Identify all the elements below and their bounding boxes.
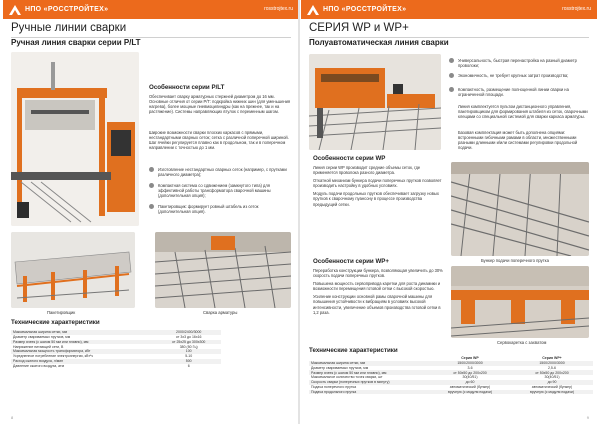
logo-icon [307,5,319,15]
bullet-dot-icon [149,183,154,188]
spec-value: вручную (с модуля подачи) [429,390,511,395]
page-title: СЕРИЯ WP и WP+ [309,22,409,34]
spec-row [309,390,593,395]
spec-label: Подача поперечного прутка [311,385,357,390]
spec-header-cell: Серия WP+ [542,356,562,361]
spec-row [309,385,593,390]
spec-value: до 60 [429,380,511,385]
spec-value: 1500/2000/3000 [429,361,511,366]
wp-line-illustration [309,54,441,150]
features-title: Особенности серии Р/LT [149,84,225,91]
brand-name: НПО «РОССТРОЙТЕХ» [25,6,109,13]
spec-value: до 90 [511,380,593,385]
spec-row [11,364,221,369]
spec-label: Диаметр свариваемых прутков, мм [13,335,71,340]
specs-title: Технические характеристики [11,319,100,326]
wpp-features-title: Особенности серии WP+ [313,258,390,265]
page-number: 9 [586,415,589,420]
spec-value: от 50х50 до 200х200 [511,370,593,375]
options-para: Базовая комплектация может быть дополнена опциями: встроенными гибочными рамами в области, множественными разными длинными и/или системами регулировки продольной подачи. [458,130,578,151]
features-intro: Обеспечивает сварку арматурных стержней диаметром до 16 мм. Основные отличия от серии Р/Т: подкройка нижних шин (для уменьшения нагрева), более мощные пневмоцилиндры (как на прежнее, так и на растяжение). Системы направляющих втулок с переменным шагом. [149,94,291,115]
spec-value: 6 [187,363,190,368]
spec-label: Давление сжатого воздуха, атм [13,363,65,368]
brand-logo [9,3,108,16]
bullet-dot-icon [449,58,454,63]
mesh-illustration [155,232,291,308]
spec-value: 2,5-6 [548,365,556,370]
page-title: Ручные линии сварки [11,22,127,34]
spec-value: от 3х3 до 16х16 [175,335,202,340]
config-para: Линия комплектуется пультом дистанционного управления, пакетировщиком для формирования штабеля из сеток, сварочными клещами со специальной системой для сварки каркаса арматуры. [458,104,588,120]
spec-value: 3-6 [467,365,473,370]
spec-value: 1500/2000/3000 [511,361,593,366]
bullet-dot-icon [449,87,454,92]
spec-value: автоматический (бункер) [531,385,573,390]
stacker-illustration [11,232,135,308]
site-url[interactable]: rosstrojtex.ru [562,6,591,12]
spec-value: от 25х25 до 300х300 [156,340,221,345]
welding-line-illustration [11,52,139,226]
spec-label: Усредненное потребление электроэнергии, кВт*ч [13,354,94,359]
spec-label: Подача продольного прутка [309,390,429,395]
section-subtitle: Ручная линия сварки серии Р/LT [11,38,141,47]
header-band-left [3,0,299,19]
bullet-item: Компактность, размещение полноценной линии сварки на ограниченной площади. [449,87,589,97]
spec-label: Максимальная ширина сетки, мм [309,361,429,366]
spec-value: 100 [156,349,221,354]
spec-label: Размер ячеек (с шагом 50 мм или плавно), мм [309,370,429,375]
spec-label: Максимальное количество точек сварки, шт [311,375,383,380]
specs-title: Технические характеристики [309,347,398,354]
spec-label: Расход сжатого воздуха, л/мин [11,359,156,364]
spec-table [11,330,221,368]
spec-label: Размер ячеек (с шагом 50 мм или плавно), мм [11,340,156,345]
hopper-photo [451,162,589,256]
bullet-dot-icon [149,167,154,172]
spec-header-cell: Серия WP [461,356,479,361]
wpp-features-text: Переработка конструкции бункера, позволяющая увеличить до 30% скорость подачи поперечных прутков. Повышена мощность сервопривода каретки для роста динамики и возможности перемещения готовой сетки с высокой скоростью. Усиление конструкции основной рамы сварочной машины для повышения устойчивости к вибрациям в условиях высокой интенсивности, увеличение объемов производства готовой сетки в 1,2 раза. [313,268,443,315]
page-gutter [298,0,300,424]
bullet-item: Изготовление нестандартных сварных сеток (например, с прутками различного диаметра); [149,167,291,177]
spec-label: Напряжение питающей сети, В [13,344,64,349]
spec-value: 2000/2400/3000 [156,330,221,335]
caption-welding: Сварка арматуры [203,310,238,315]
servo-carriage-photo [451,266,589,338]
spec-label: Максимальная ширина сетки, мм [11,330,156,335]
wp-line-photo [309,54,441,150]
bullet-item: Пакетировщик: формирует ровный штабель из сеток (дополнительная опция). [149,204,291,214]
brand-logo [307,3,406,16]
page-number: 8 [11,415,14,420]
bullet-item: Экономичность, не требует крупных затрат производства; [449,73,589,78]
spec-value: 30(40/51) [544,375,560,380]
spec-value: 5-10 [185,354,193,359]
spec-value: 30(40/51) [462,375,478,380]
header-band-right [301,0,597,19]
brand-name: НПО «РОССТРОЙТЕХ» [323,6,407,13]
spec-value: 380 (50 Гц) [179,344,198,349]
hopper-illustration [451,162,589,256]
servo-carriage-illustration [451,266,589,338]
left-page [3,0,299,424]
spec-value: 500 [156,359,221,364]
caption-stacker: Пакетировщик [47,310,76,315]
bullet-item: Компактная система со сдвижением (замкнутого типа) для эффективной работы трансформатора сварочной машины (дополнительная опция); [149,183,291,198]
bullet-item: Универсальность, быстрая перенастройка на разный диаметр проволоки; [449,58,589,68]
spec-value: автоматический (бункер) [449,385,491,390]
bullet-dot-icon [149,204,154,209]
site-url[interactable]: rosstrojtex.ru [264,6,293,12]
bullet-dot-icon [449,73,454,78]
spec-label: Максимальная мощность трансформатора, кВт [11,349,156,354]
spec-value: от 50х50 до 200х200 [429,370,511,375]
logo-icon [9,5,21,15]
section-subtitle: Полуавтоматическая линия сварки [309,38,449,47]
machine-photo [11,52,139,226]
caption-hopper: Бункер подачи поперечного прутка [481,258,549,263]
spec-label: Диаметр свариваемых прутков, мм [311,365,369,370]
caption-servo: Сервокаретка с захватом [497,340,547,345]
spec-value: вручную (с модуля подачи) [511,390,593,395]
stacker-photo [11,232,135,308]
right-page [301,0,597,424]
welding-mesh-photo [155,232,291,308]
spec-label: Скорость сварки (поперечных прутков в минуту) [309,380,429,385]
wp-features-text: Линия серии WP производит средние объемы сеток, где применяется проволока разного диаметра. Откатной механизм бункера подачи поперечных прутков позволяет производить настройку в удобных условиях. Модуль подачи продольных прутков обеспечивает загрузку новых прутков к сварочному пуансону в процессе производства предыдущей сетки. [313,165,442,207]
wp-features-title: Особенности серии WP [313,155,386,162]
spec-table [309,356,593,394]
features-para2: Широкие возможности сварки плоских каркасов с прямыми, нестандартными сварных сеток; сетка с различной поперечной шириной. Шаг ячейки регулируется плавно как в продольном, так и в поперечном направлении с точностью до 1 мм. [149,130,289,151]
